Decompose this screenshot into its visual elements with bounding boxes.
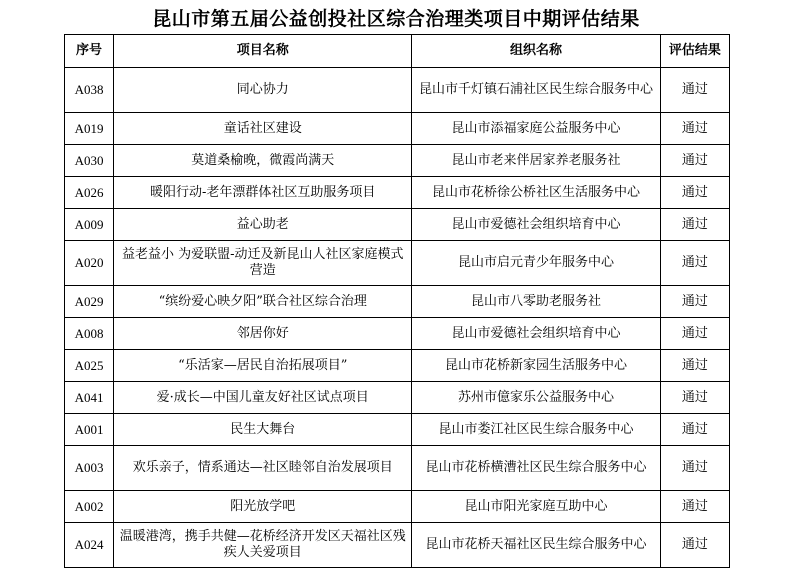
cell-result: 通过	[660, 491, 729, 523]
cell-code: A001	[65, 414, 114, 446]
table-row	[65, 145, 730, 177]
cell-result: 通过	[660, 209, 729, 241]
cell-org: 昆山市花桥横漕社区民生综合服务中心	[412, 446, 660, 491]
cell-org: 昆山市阳光家庭互助中心	[412, 491, 660, 523]
table-row	[65, 350, 730, 382]
cell-result: 通过	[660, 145, 729, 177]
cell-org: 昆山市花桥徐公桥社区生活服务中心	[412, 177, 660, 209]
header-org: 组织名称	[412, 35, 660, 68]
header-result: 评估结果	[660, 35, 729, 68]
cell-project: 同心协力	[114, 68, 412, 113]
results-table	[64, 34, 730, 568]
table-header-row	[65, 35, 730, 68]
cell-project: 温暖港湾，携手共健—花桥经济开发区天福社区残疾人关爱项目	[114, 523, 412, 568]
cell-code: A019	[65, 113, 114, 145]
header-code: 序号	[65, 35, 114, 68]
cell-result: 通过	[660, 350, 729, 382]
cell-result: 通过	[660, 113, 729, 145]
cell-code: A038	[65, 68, 114, 113]
cell-org: 苏州市億家乐公益服务中心	[412, 382, 660, 414]
cell-result: 通过	[660, 523, 729, 568]
cell-code: A020	[65, 241, 114, 286]
table-row	[65, 318, 730, 350]
table-row	[65, 209, 730, 241]
cell-project: 民生大舞台	[114, 414, 412, 446]
table-row	[65, 414, 730, 446]
cell-code: A026	[65, 177, 114, 209]
table-row	[65, 68, 730, 113]
cell-code: A029	[65, 286, 114, 318]
cell-org: 昆山市娄江社区民生综合服务中心	[412, 414, 660, 446]
cell-result: 通过	[660, 414, 729, 446]
cell-org: 昆山市花桥新家园生活服务中心	[412, 350, 660, 382]
cell-code: A030	[65, 145, 114, 177]
cell-org: 昆山市爱德社会组织培育中心	[412, 318, 660, 350]
cell-code: A024	[65, 523, 114, 568]
cell-result: 通过	[660, 446, 729, 491]
cell-org: 昆山市添福家庭公益服务中心	[412, 113, 660, 145]
cell-code: A009	[65, 209, 114, 241]
table-row	[65, 382, 730, 414]
cell-project: 邻居你好	[114, 318, 412, 350]
cell-result: 通过	[660, 318, 729, 350]
header-project: 项目名称	[114, 35, 412, 68]
cell-code: A002	[65, 491, 114, 523]
cell-result: 通过	[660, 241, 729, 286]
cell-code: A008	[65, 318, 114, 350]
cell-result: 通过	[660, 68, 729, 113]
table-row	[65, 446, 730, 491]
cell-org: 昆山市花桥天福社区民生综合服务中心	[412, 523, 660, 568]
cell-org: 昆山市老来伴居家养老服务社	[412, 145, 660, 177]
cell-code: A025	[65, 350, 114, 382]
cell-project: 欢乐亲子，情系通达—社区睦邻自治发展项目	[114, 446, 412, 491]
table-row	[65, 113, 730, 145]
cell-org: 昆山市千灯镇石浦社区民生综合服务中心	[412, 68, 660, 113]
cell-org: 昆山市启元青少年服务中心	[412, 241, 660, 286]
cell-project: “乐活家—居民自治拓展项目”	[114, 350, 412, 382]
cell-project: 爱·成长—中国儿童友好社区试点项目	[114, 382, 412, 414]
cell-result: 通过	[660, 382, 729, 414]
cell-project: 益老益小 为爱联盟-动迁及新昆山人社区家庭模式营造	[114, 241, 412, 286]
cell-result: 通过	[660, 286, 729, 318]
cell-result: 通过	[660, 177, 729, 209]
cell-code: A041	[65, 382, 114, 414]
table-row	[65, 491, 730, 523]
cell-project: 阳光放学吧	[114, 491, 412, 523]
document-title: 昆山市第五届公益创投社区综合治理类项目中期评估结果	[152, 8, 640, 30]
cell-project: 益心助老	[114, 209, 412, 241]
cell-org: 昆山市爱德社会组织培育中心	[412, 209, 660, 241]
cell-project: 莫道桑榆晚，微霞尚满天	[114, 145, 412, 177]
table-body	[65, 68, 730, 568]
cell-project: “缤纷爱心映夕阳”联合社区综合治理	[114, 286, 412, 318]
cell-code: A003	[65, 446, 114, 491]
table-row	[65, 286, 730, 318]
cell-org: 昆山市八零助老服务社	[412, 286, 660, 318]
table-row	[65, 523, 730, 568]
cell-project: 暖阳行动-老年漂群体社区互助服务项目	[114, 177, 412, 209]
cell-project: 童话社区建设	[114, 113, 412, 145]
table-row	[65, 241, 730, 286]
table-row	[65, 177, 730, 209]
